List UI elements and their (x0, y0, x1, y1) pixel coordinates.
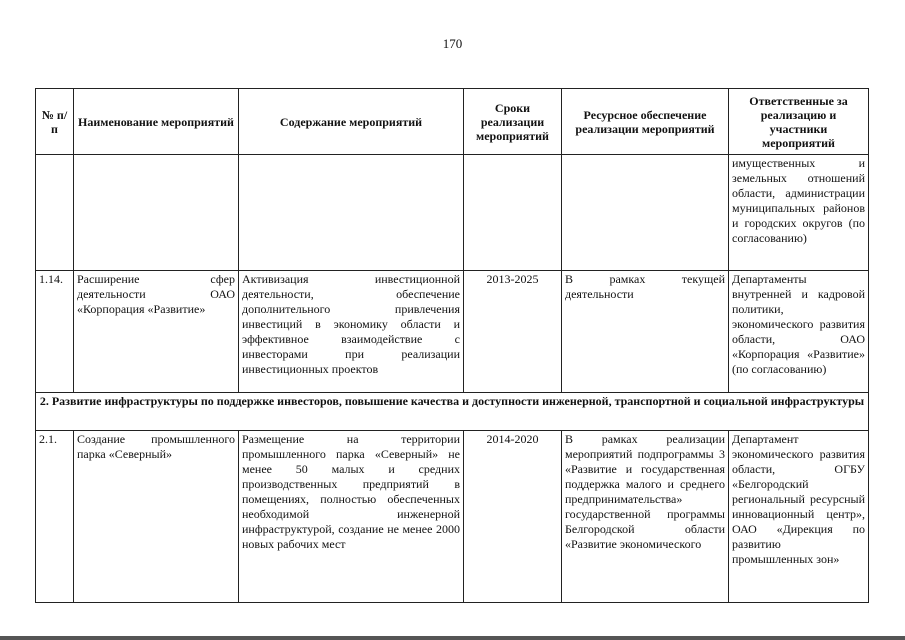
header-terms: Сроки реализации мероприятий (464, 89, 562, 155)
section-heading-row (36, 393, 869, 431)
cell-name: Создание промышленного парка «Северный» (74, 431, 239, 603)
cell-responsible: Департаменты внутренней и кадровой политики, экономического развития области, ОАО «Корпорация «Развитие» (по согласованию) (729, 271, 869, 393)
header-content: Содержание мероприятий (239, 89, 464, 155)
cell-responsible: Департамент экономического развития области, ОГБУ «Белгородский региональный ресурсный инновационный центр», ОАО «Дирекция по развитию промышленных зон» (729, 431, 869, 603)
scan-edge (0, 636, 905, 640)
header-name: Наименование мероприятий (74, 89, 239, 155)
section-heading: 2. Развитие инфраструктуры по поддержке инвесторов, повышение качества и доступности инженерной, транспортной и социальной инфраструктуры (36, 393, 869, 431)
cell-resource: В рамках текущей деятельности (562, 271, 729, 393)
cell-responsible: имущественных и земельных отношений области, администрации муниципальных районов и городских округов (по согласованию) (729, 155, 869, 271)
cell-terms: 2013-2025 (464, 271, 562, 393)
cell-num: 1.14. (36, 271, 74, 393)
header-row (36, 89, 869, 155)
cell-terms: 2014-2020 (464, 431, 562, 603)
page-number: 170 (442, 36, 463, 51)
cell-resource: В рамках реализации мероприятий подпрограммы 3 «Развитие и государственная поддержка малого и среднего предпринимательства» государственной программы Белгородской области «Развитие экономического (562, 431, 729, 603)
header-resource: Ресурсное обеспечение реализации мероприятий (562, 89, 729, 155)
cell-empty (36, 155, 74, 271)
cell-content: Размещение на территории промышленного парка «Северный» не менее 50 малых и средних производственных предприятий в помещениях, полностью обеспеченных необходимой инженерной инфраструктурой, создание не менее 2000 новых рабочих мест (239, 431, 464, 603)
table-row-2-1 (36, 431, 869, 603)
cell-empty (464, 155, 562, 271)
table-row-continued (36, 155, 869, 271)
cell-num: 2.1. (36, 431, 74, 603)
cell-empty (74, 155, 239, 271)
cell-name: Расширение сфер деятельности ОАО «Корпорация «Развитие» (74, 271, 239, 393)
measures-table (35, 88, 869, 603)
cell-content: Активизация инвестиционной деятельности, обеспечение дополнительного привлечения инвестиций в экономику области и эффективное взаимодействие с инвесторами при реализации инвестиционных проектов (239, 271, 464, 393)
cell-empty (562, 155, 729, 271)
header-responsible: Ответственные за реализацию и участники мероприятий (729, 89, 869, 155)
table-row-1-14 (36, 271, 869, 393)
cell-empty (239, 155, 464, 271)
header-num: № п/п (36, 89, 74, 155)
